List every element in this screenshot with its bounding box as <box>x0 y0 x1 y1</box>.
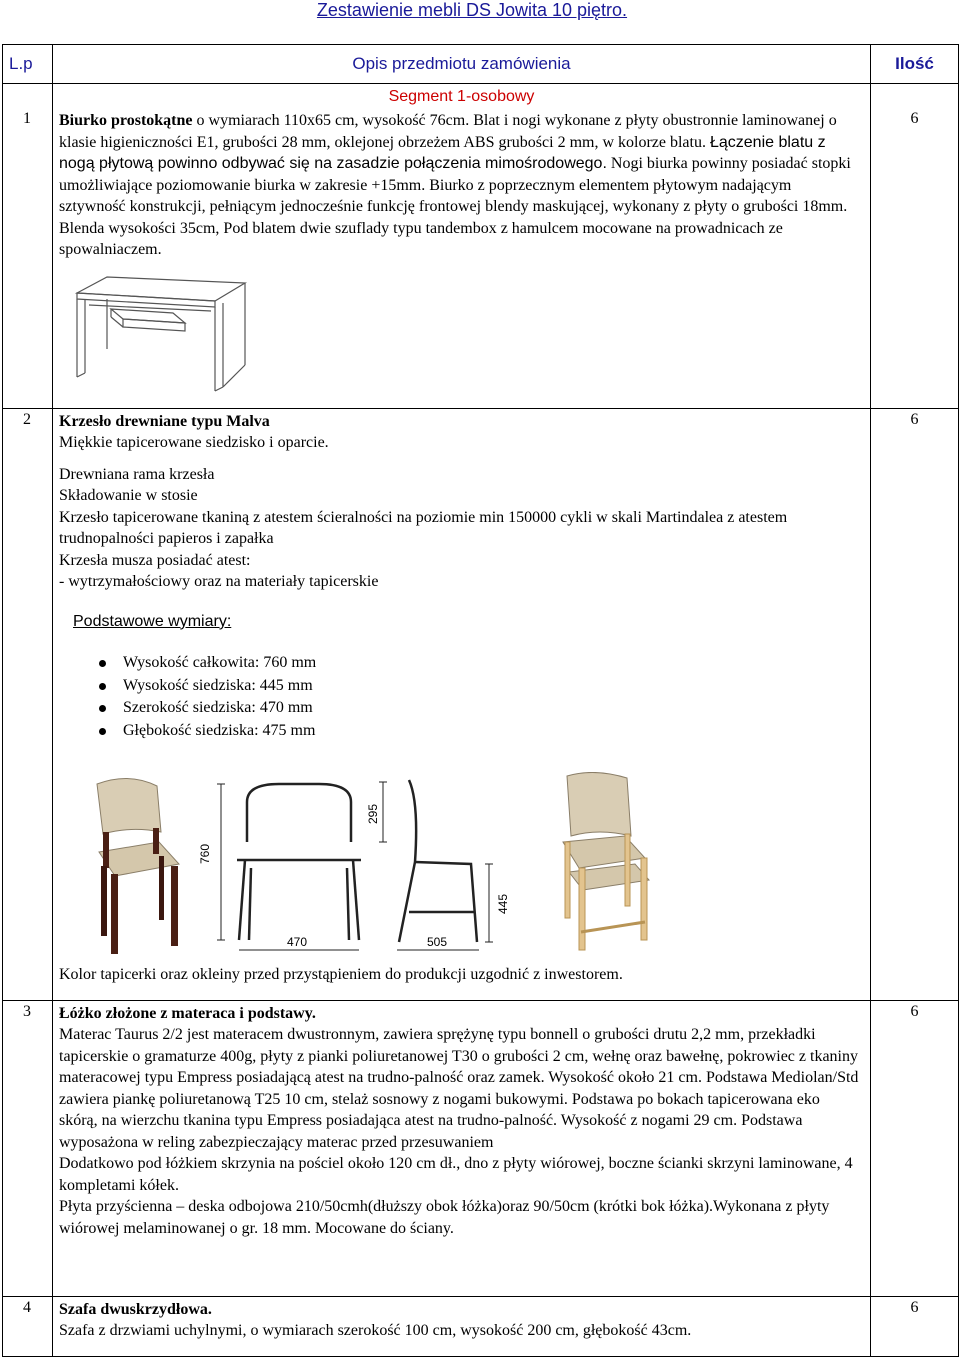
dark-chair-icon <box>97 778 179 954</box>
chair-side-drawing-icon <box>399 780 477 942</box>
color-note: Kolor tapicerki oraz okleiny przed przystąpieniem do produkcji uzgodnić z inwestorem. <box>59 966 623 983</box>
item-quantity: 6 <box>871 408 959 1000</box>
item-quantity: 6 <box>871 1296 959 1356</box>
list-item: Wysokość całkowita: 760 mm <box>123 652 860 675</box>
item-name: Łóżko złożone z materaca i podstawy. <box>59 1004 316 1022</box>
item-quantity: 6 <box>871 1000 959 1296</box>
document-title: Zestawienie mebli DS Jowita 10 piętro. <box>316 0 628 20</box>
list-item: Głębokość siedziska: 475 mm <box>123 720 860 743</box>
svg-text:445: 445 <box>496 893 510 914</box>
svg-text:295: 295 <box>366 803 380 824</box>
item-description: Biurko prostokątne o wymiarach 110x65 cm, wysokość 76cm. Blat i nogi wykonane z płyty obustronnie laminowanej o klasie higieniczności E1, grubości 28 mm, oklejonej obrzeżem ABS grubości 2 mm, w kolorze blatu. Łączenie blatu z nogą płytową powinno odbywać się na zasadzie połączenia mimośrodowego. Nogi biurka powinny posiadać stopki umożliwiające poziomowanie biurka w zakresie +15mm. Biurko z poprzecznym elementem płytowym nadającym sztywność konstrukcji, pełniącym jednocześnie funkcję frontowej blendy maskującej, wykonany z płyty o grubości 18mm. Blenda wysokości 35cm, Pod blatem dwie szuflady typu tandembox z hamulcem mocowane na prowadnicach ze spowalniaczem. <box>53 108 871 408</box>
segment-row <box>3 84 959 109</box>
item-description: Szafa dwuskrzydłowa. Szafa z drzwiami uchylnymi, o wymiarach szerokość 100 cm, wysokość 200 cm, głębokość 43cm. <box>53 1296 871 1356</box>
table-row <box>3 408 959 1000</box>
item-number: 4 <box>3 1296 53 1356</box>
item-name: Biurko prostokątne <box>59 112 193 129</box>
item-quantity: 6 <box>871 108 959 408</box>
dimensions-list <box>59 652 860 742</box>
stacked-chairs-icon <box>563 772 649 950</box>
item-number: 3 <box>3 1000 53 1296</box>
order-table <box>2 44 959 1357</box>
list-item: Wysokość siedziska: 445 mm <box>123 675 860 698</box>
chair-front-drawing-icon <box>237 784 361 940</box>
item-name: Szafa dwuskrzydłowa. <box>59 1300 212 1318</box>
item-number: 2 <box>3 408 53 1000</box>
header-description: Opis przedmiotu zamówienia <box>53 45 871 84</box>
item-number: 1 <box>3 108 53 408</box>
table-row <box>3 1296 959 1356</box>
segment-label: Segment 1-osobowy <box>53 84 871 109</box>
item-description: Łóżko złożone z materaca i podstawy. Materac Taurus 2/2 jest materacem dwustronnym, zawiera sprężynę typu bonnell o grubości drutu 2,2 mm, przekładki tapicerskie o gramaturze 400g, płyty z pianki poliuretanowej T30 o grubości 2 cm, wełnę oraz bawełnę, pokrowiec z tkaniny materacowej typu Empress posiadającą atest na trudno-palność oraz zamek. Wysokość około 21 cm. Podstawa Mediolan/Std zawiera piankę poliuretanową T25 10 cm, stelaż sosnowy z nogami bukowymi. Podstawa po bokach tapicerowana eko skórą, na wierzchu tkanina typu Empress posiadająca atest na trudno-palność. Wysokość z nogami 29 cm. Podstawa wyposażona w reling zabezpieczający materac przed przesuwaniem Dodatkowo pod łóżkiem skrzynia na pościel około 120 cm dł., dno z płyty wiórowej, boczne ścianki skrzyni laminowane, 4 kompletami kółek. Płyta przyścienna – deska odbojowa 210/50cmh(dłuższy obok łóżka)oraz 90/50cm (krótki bok łóżka).Wykonana z płyty wiórowej melaminowanej o gr. 18 mm. Mocowane do ściany. <box>53 1000 871 1296</box>
table-row <box>3 1000 959 1296</box>
svg-text:760: 760 <box>198 843 212 864</box>
desk-drawing-icon <box>53 269 253 399</box>
item-description: Krzesło drewniane typu Malva Miękkie tapicerowane siedzisko i oparcie. Drewniana rama krzesła Składowanie w stosie Krzesło tapicerowane tkaniną z atestem ścieralności na poziomie min 150000 cykli w skali Martindalea z atestem trudnopalności papieros i zapałka Krzesła musza posiadać atest: - wytrzymałościowy oraz na materiały tapicerskie Podstawowe wymiary: Wysokość całkowita: 760 mm Wysokość siedziska: 445 mm Szerokość siedziska: 470 mm Głębokość siedziska: 475 mm 760 470 295 445 505 Kolor tapicerki oraz okleiny przed przystąpieniem do produkcji uzgodnić z inwestorem. <box>53 408 871 1000</box>
header-lp: L.p <box>3 45 53 84</box>
table-header <box>3 45 959 84</box>
list-item: Szerokość siedziska: 470 mm <box>123 697 860 720</box>
item-name: Krzesło drewniane typu Malva <box>59 412 270 430</box>
dimensions-title: Podstawowe wymiary: <box>73 612 232 630</box>
chair-images <box>79 772 659 962</box>
table-row <box>3 108 959 408</box>
header-quantity: Ilość <box>871 45 959 84</box>
svg-text:505: 505 <box>427 935 448 949</box>
svg-text:470: 470 <box>287 935 308 949</box>
